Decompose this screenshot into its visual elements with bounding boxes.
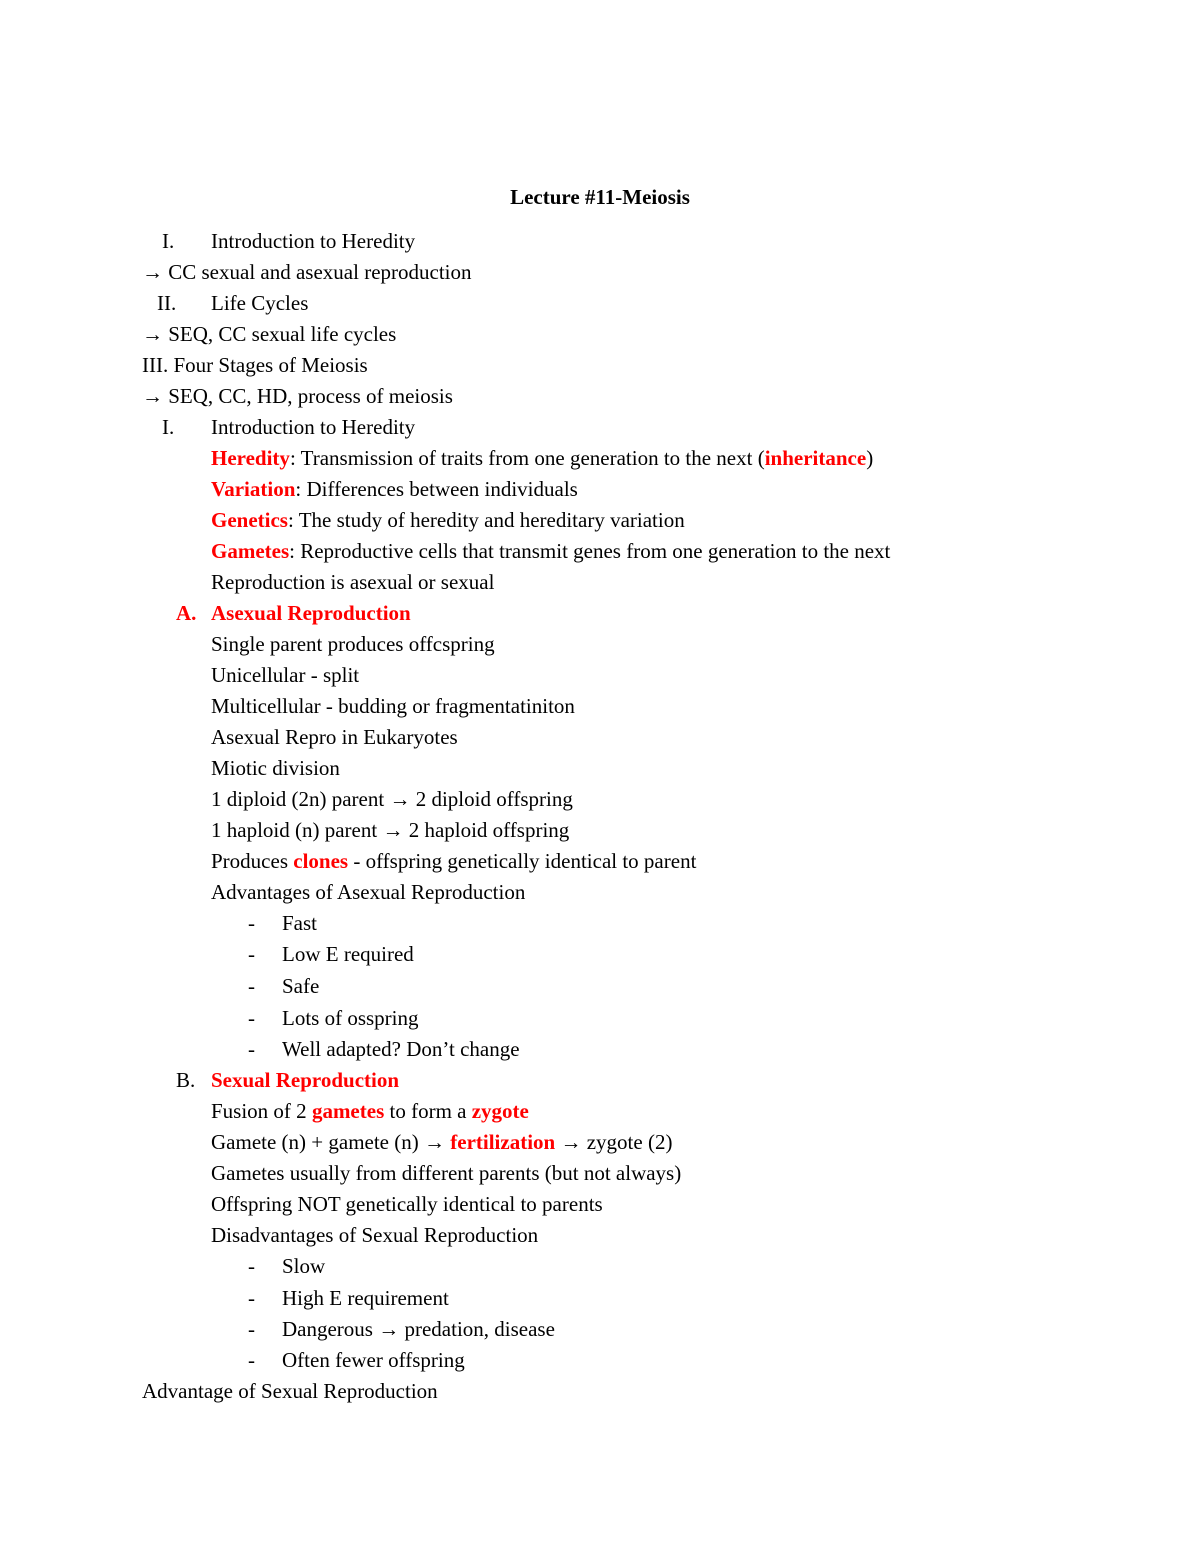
- dash-bullet: -: [248, 1286, 255, 1310]
- asexual-line: Single parent produces offcspring: [211, 632, 495, 656]
- asexual-letter: A.: [176, 601, 197, 625]
- footer-line: Advantage of Sexual Reproduction: [142, 1379, 438, 1403]
- def-variation: : Differences between individuals: [295, 477, 578, 501]
- asexual-line: Asexual Repro in Eukaryotes: [211, 725, 458, 749]
- asexual-heading: Asexual Reproduction: [211, 601, 411, 625]
- dash-bullet: -: [248, 1348, 255, 1372]
- outline-num-1: I.: [162, 229, 175, 253]
- def-genetics: : The study of heredity and hereditary variation: [287, 508, 685, 532]
- clones-line: [211, 848, 696, 874]
- term-variation: Variation: [211, 477, 296, 501]
- term-fertilization: fertilization: [450, 1130, 556, 1154]
- term-zygote: zygote: [471, 1099, 529, 1123]
- dash-bullet: -: [248, 1254, 255, 1278]
- disadvantage-item: Dangerous → predation, disease: [282, 1317, 555, 1341]
- outline-arrow-1: → CC sexual and asexual reproduction: [142, 260, 472, 284]
- asexual-line: Miotic division: [211, 756, 340, 780]
- fertilization-line: [211, 1129, 672, 1155]
- dash-bullet: -: [248, 942, 255, 966]
- advantage-item: Fast: [282, 911, 318, 935]
- sexual-letter: B.: [176, 1068, 196, 1092]
- dash-bullet: -: [248, 1006, 255, 1030]
- dash-bullet: -: [248, 974, 255, 998]
- sexual-line: Gametes usually from different parents (but not always): [211, 1161, 682, 1185]
- fusion-pre: Fusion of 2: [211, 1099, 312, 1123]
- outline-num-2: II.: [157, 291, 177, 315]
- asexual-line: 1 haploid (n) parent → 2 haploid offspring: [211, 818, 570, 842]
- outline-arrow-2: → SEQ, CC sexual life cycles: [142, 322, 397, 346]
- section-1-heading: Introduction to Heredity: [211, 415, 416, 439]
- outline-item-3: III. Four Stages of Meiosis: [142, 353, 368, 377]
- term-clones: clones: [293, 849, 349, 873]
- advantage-item: Low E required: [282, 942, 414, 966]
- def-heredity-b: ): [866, 446, 874, 470]
- fusion-mid: to form a: [384, 1099, 472, 1123]
- dash-bullet: -: [248, 911, 255, 935]
- advantage-item: Well adapted? Don’t change: [282, 1037, 520, 1061]
- sexual-heading: Sexual Reproduction: [211, 1068, 400, 1092]
- dash-bullet: -: [248, 1037, 255, 1061]
- term-heredity: Heredity: [211, 446, 290, 470]
- definition-gametes: [211, 538, 890, 564]
- def-gametes: : Reproductive cells that transmit genes from one generation to the next: [289, 539, 891, 563]
- fusion-line: [211, 1098, 529, 1124]
- asexual-line: Unicellular - split: [211, 663, 360, 687]
- page-title: Lecture #11-Meiosis: [510, 185, 690, 209]
- def-heredity-a: : Transmission of traits from one generation to the next (: [289, 446, 765, 470]
- sexual-line: Offspring NOT genetically identical to parents: [211, 1192, 603, 1216]
- dash-bullet: -: [248, 1317, 255, 1341]
- advantage-item: Safe: [282, 974, 320, 998]
- disadvantage-item: Slow: [282, 1254, 326, 1278]
- definition-heredity: [211, 445, 873, 471]
- disadvantage-item: High E requirement: [282, 1286, 449, 1310]
- clones-pre: Produces: [211, 849, 294, 873]
- disadvantage-item: Often fewer offspring: [282, 1348, 465, 1372]
- clones-post: - offspring genetically identical to parent: [348, 849, 697, 873]
- outline-item-1: Introduction to Heredity: [211, 229, 416, 253]
- eq-post: → zygote (2): [555, 1130, 673, 1154]
- definition-variation: [211, 476, 578, 502]
- outline-item-2: Life Cycles: [211, 291, 309, 315]
- advantage-item: Lots of osspring: [282, 1006, 419, 1030]
- outline-arrow-3: → SEQ, CC, HD, process of meiosis: [142, 384, 453, 408]
- definition-genetics: [211, 507, 685, 533]
- asexual-line: Multicellular - budding or fragmentatiniton: [211, 694, 575, 718]
- asexual-line: 1 diploid (2n) parent → 2 diploid offspring: [211, 787, 573, 811]
- term-gametes-2: gametes: [311, 1099, 385, 1123]
- asexual-advantages-heading: Advantages of Asexual Reproduction: [211, 880, 526, 904]
- reproduction-line: Reproduction is asexual or sexual: [211, 570, 495, 594]
- term-genetics: Genetics: [211, 508, 288, 532]
- section-1-num: I.: [162, 415, 175, 439]
- term-gametes: Gametes: [211, 539, 290, 563]
- eq-pre: Gamete (n) + gamete (n) →: [211, 1130, 451, 1154]
- term-inheritance: inheritance: [764, 446, 867, 470]
- sexual-disadvantages-heading: Disadvantages of Sexual Reproduction: [211, 1223, 539, 1247]
